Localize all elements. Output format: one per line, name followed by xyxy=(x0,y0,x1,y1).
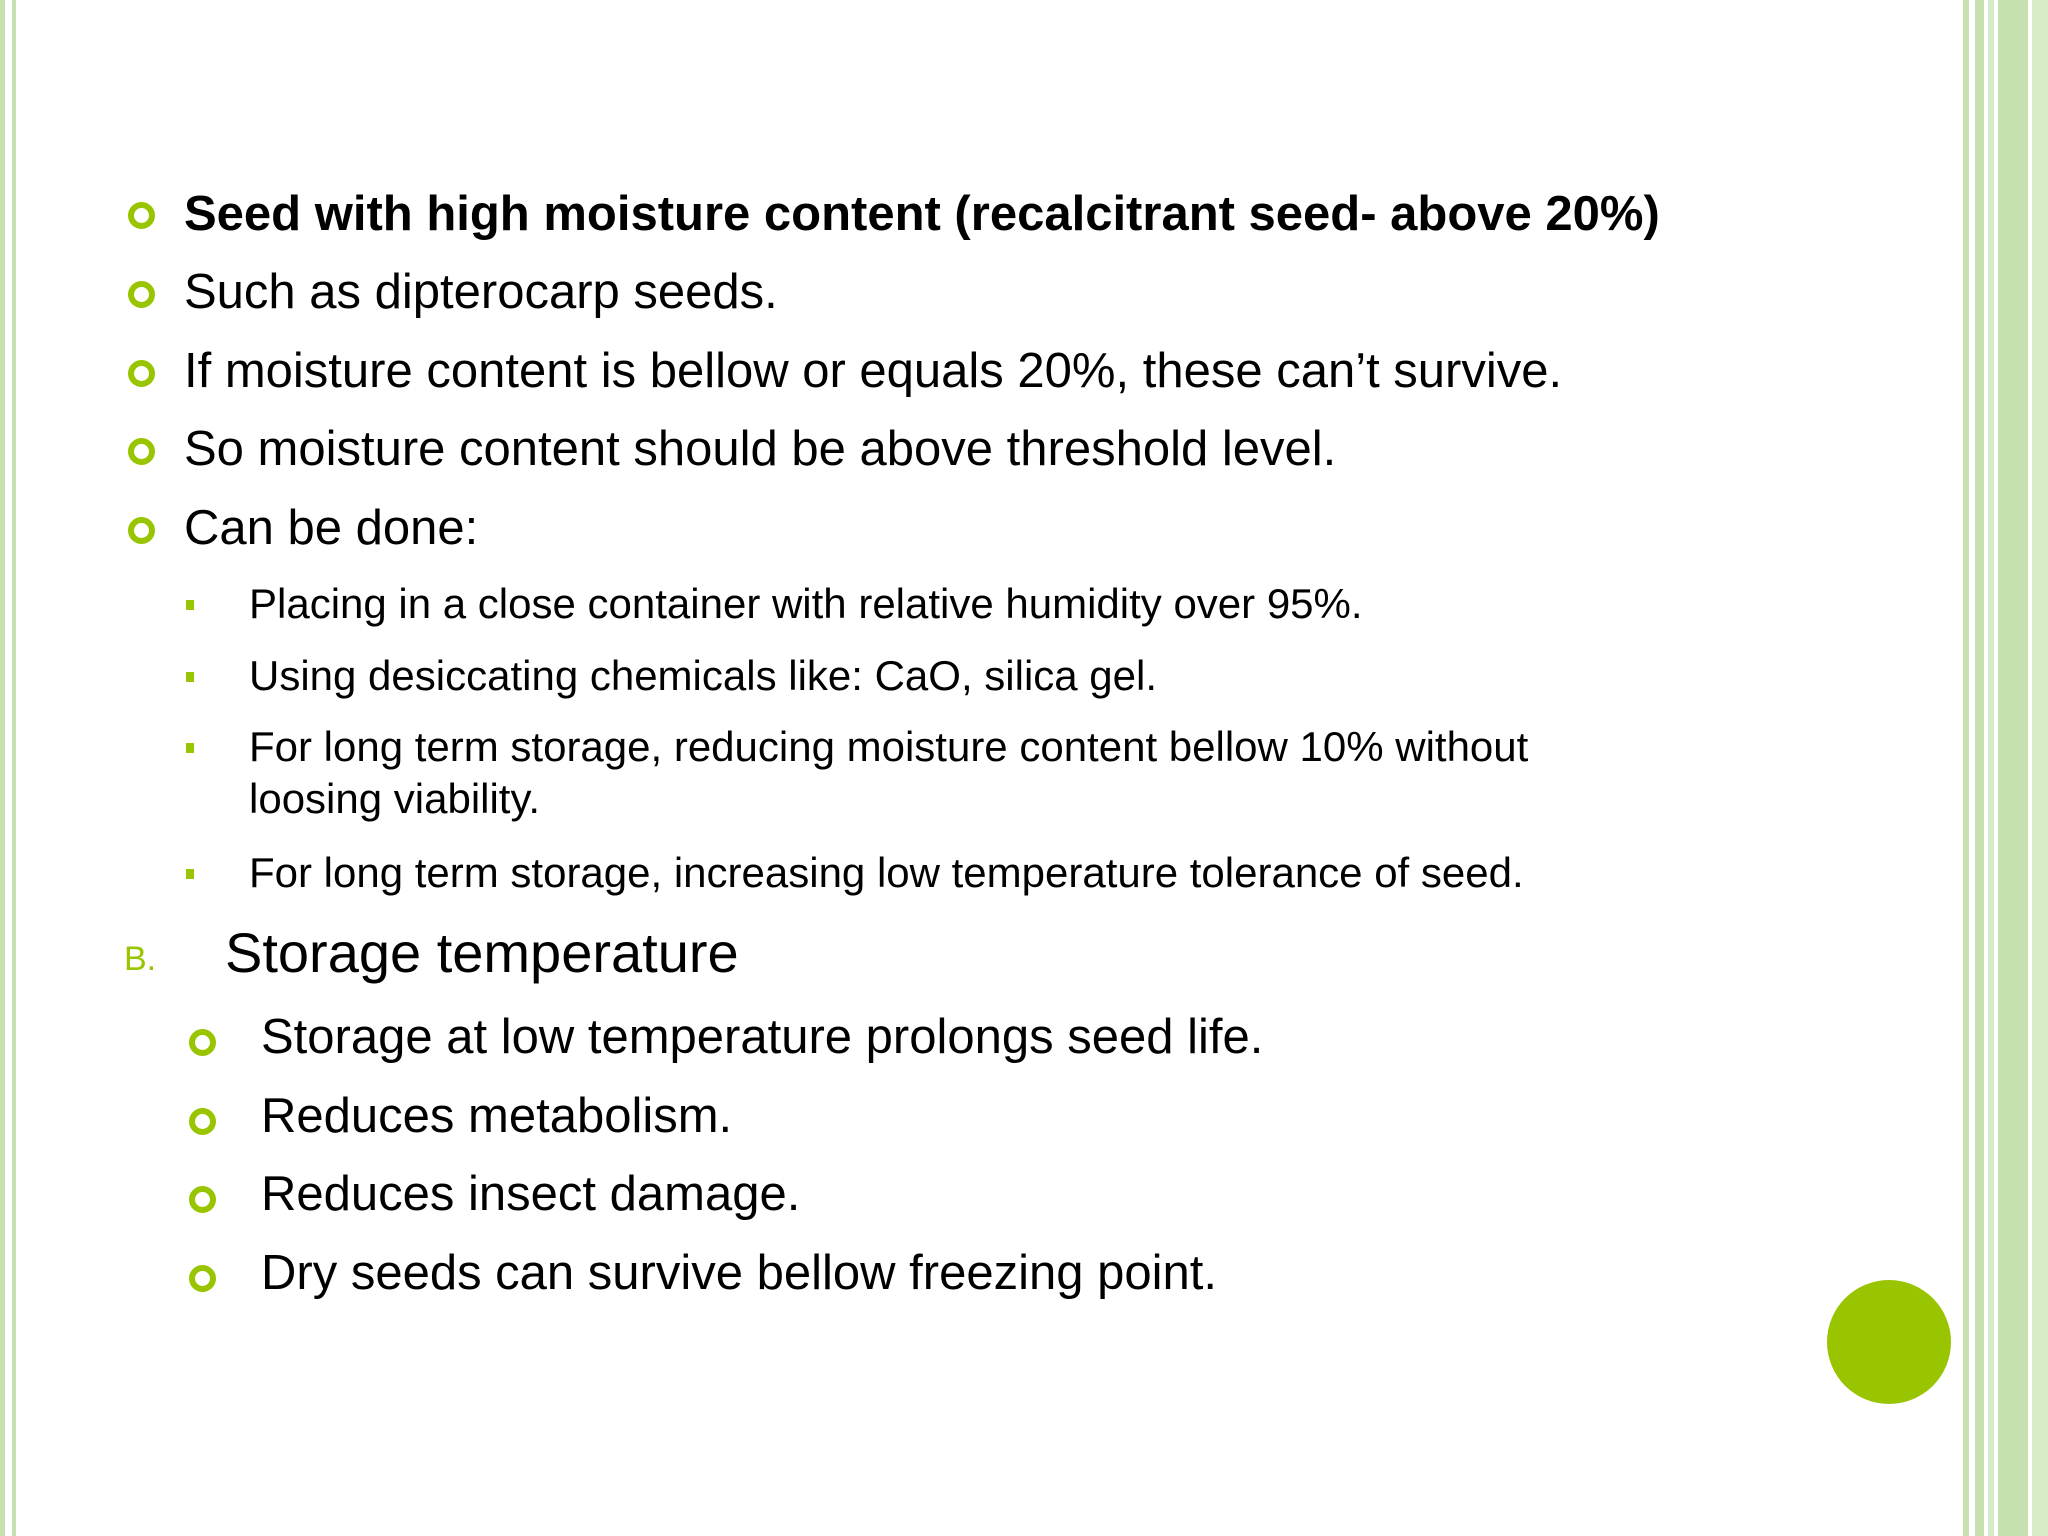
bullet-ring-icon xyxy=(128,517,155,544)
left-border-line xyxy=(0,0,5,1536)
bullet-ring-icon xyxy=(128,281,155,308)
right-border-bar xyxy=(1975,0,1984,1536)
bullet-ring-icon xyxy=(189,1186,216,1213)
right-border-bar xyxy=(1998,0,2028,1536)
sub-bullet-text: Placing in a close container with relative humidity over 95%. xyxy=(249,580,1363,627)
bullet-text: So moisture content should be above threshold level. xyxy=(184,422,1337,476)
bullet-square-icon xyxy=(186,600,194,610)
bullet-text: Can be done: xyxy=(184,501,479,555)
right-border-bar xyxy=(2032,0,2048,1536)
section-bullet-text: Dry seeds can survive bellow freezing point. xyxy=(261,1246,1217,1300)
section-bullet-text: Reduces insect damage. xyxy=(261,1167,801,1221)
decorative-circle xyxy=(1827,1280,1951,1404)
section-bullet-text: Storage at low temperature prolongs seed life. xyxy=(261,1010,1264,1064)
section-bullet-text: Reduces metabolism. xyxy=(261,1089,733,1143)
bullet-text: Seed with high moisture content (recalcitrant seed- above 20%) xyxy=(184,187,1660,241)
sub-bullet-text: For long term storage, increasing low temperature tolerance of seed. xyxy=(249,849,1524,896)
bullet-square-icon xyxy=(186,672,194,682)
sub-bullet-text: For long term storage, reducing moisture content bellow 10% without loosing viability. xyxy=(249,723,1529,822)
bullet-ring-icon xyxy=(128,202,155,229)
sub-bullet-text: Using desiccating chemicals like: CaO, silica gel. xyxy=(249,652,1158,699)
section-title: Storage temperature xyxy=(225,921,739,984)
bullet-ring-icon xyxy=(189,1029,216,1056)
bullet-text: If moisture content is bellow or equals 20%, these can’t survive. xyxy=(184,344,1563,398)
bullet-ring-icon xyxy=(128,360,155,387)
bullet-ring-icon xyxy=(128,438,155,465)
bullet-square-icon xyxy=(186,869,194,879)
bullet-ring-icon xyxy=(189,1108,216,1135)
bullet-ring-icon xyxy=(189,1265,216,1292)
left-border-line xyxy=(12,0,16,1536)
bullet-text: Such as dipterocarp seeds. xyxy=(184,265,778,319)
right-border-bar xyxy=(1988,0,1994,1536)
section-letter: B. xyxy=(124,940,157,978)
right-border-bar xyxy=(1963,0,1969,1536)
bullet-square-icon xyxy=(186,743,194,753)
